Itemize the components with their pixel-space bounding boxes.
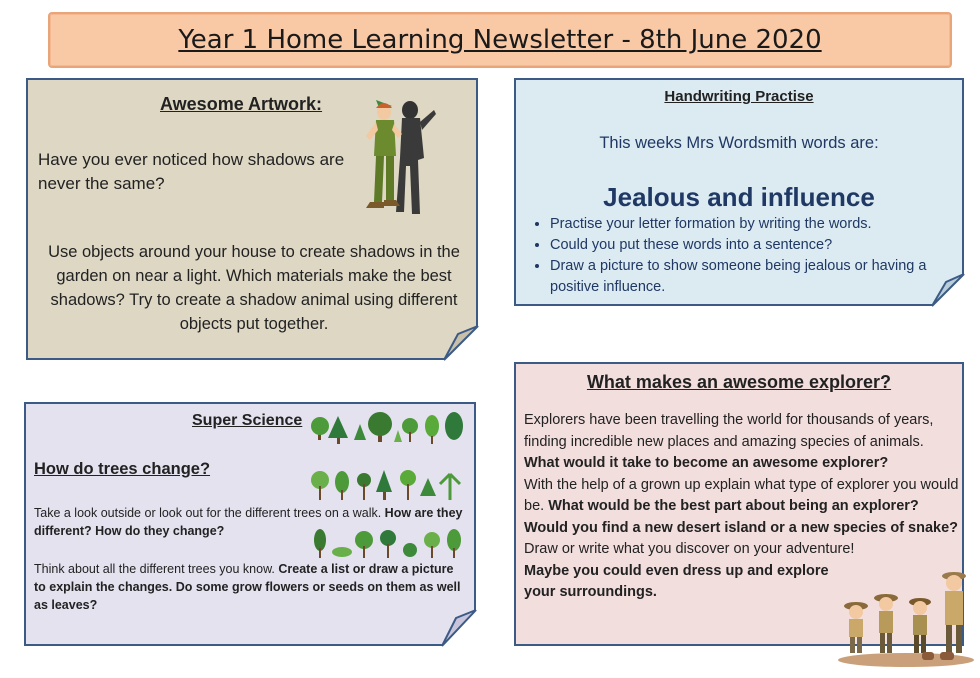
handwriting-title: Handwriting Practise: [664, 88, 814, 105]
explorers-illustration: [836, 568, 976, 668]
handwriting-bullet-list: [524, 214, 950, 298]
artwork-paragraph-1: Have you ever noticed how shadows are never the same?: [38, 150, 345, 193]
explorer-instructions: With the help of a grown up explain what type of explorer you would be.: [524, 476, 959, 514]
list-item: • Could you put these words into a sentence?: [550, 235, 950, 256]
peter-pan-shadow-illustration: [362, 96, 438, 218]
page-curl-icon: [432, 326, 478, 360]
trees-illustration: [310, 412, 470, 562]
explorer-title: What makes an awesome explorer?: [586, 372, 892, 392]
science-paragraph-1: Take a look outside or look out for the different trees on a walk. How are they different? How do they change?: [34, 506, 463, 538]
handwriting-words: Jealous and influence: [603, 182, 875, 212]
artwork-card: [26, 78, 478, 360]
newsletter-banner: [48, 12, 952, 68]
page-curl-icon: [432, 610, 476, 646]
artwork-paragraph-2: Use objects around your house to create shadows in the garden on near a light. Which materials make the best shadows? Try to create a shadow animal using different objects put together.: [48, 243, 460, 333]
list-item: • Practise your letter formation by writing the words.: [550, 214, 950, 235]
list-item: • Draw a picture to show someone being jealous or having a positive influence.: [550, 256, 950, 298]
newsletter-title: Year 1 Home Learning Newsletter - 8th June 2020: [178, 25, 822, 55]
explorer-question-2: What would be the best part about being an explorer? Would you find a new desert island or a new species of snake?: [524, 498, 959, 536]
artwork-title: Awesome Artwork:: [160, 94, 323, 114]
handwriting-card: [514, 78, 964, 306]
explorer-intro: Explorers have been travelling the world for thousands of years, finding incredible new places and amazing species of animals.: [524, 412, 934, 450]
explorer-question-1: What would it take to become an awesome explorer?: [524, 455, 889, 471]
explorer-closing: Maybe you could even dress up and explore your surroundings.: [524, 562, 829, 600]
science-question: How do trees change?: [34, 460, 211, 478]
science-paragraph-2: Think about all the different trees you know. Create a list or draw a picture to explain the changes. Do some grow flowers or seeds on them as well as leaves?: [34, 562, 461, 612]
science-title: Super Science: [192, 412, 303, 429]
handwriting-intro: This weeks Mrs Wordsmith words are:: [599, 134, 879, 152]
explorer-tail: Draw or write what you discover on your adventure!: [524, 541, 855, 557]
page-curl-icon: [924, 274, 964, 306]
science-card: [24, 402, 476, 646]
